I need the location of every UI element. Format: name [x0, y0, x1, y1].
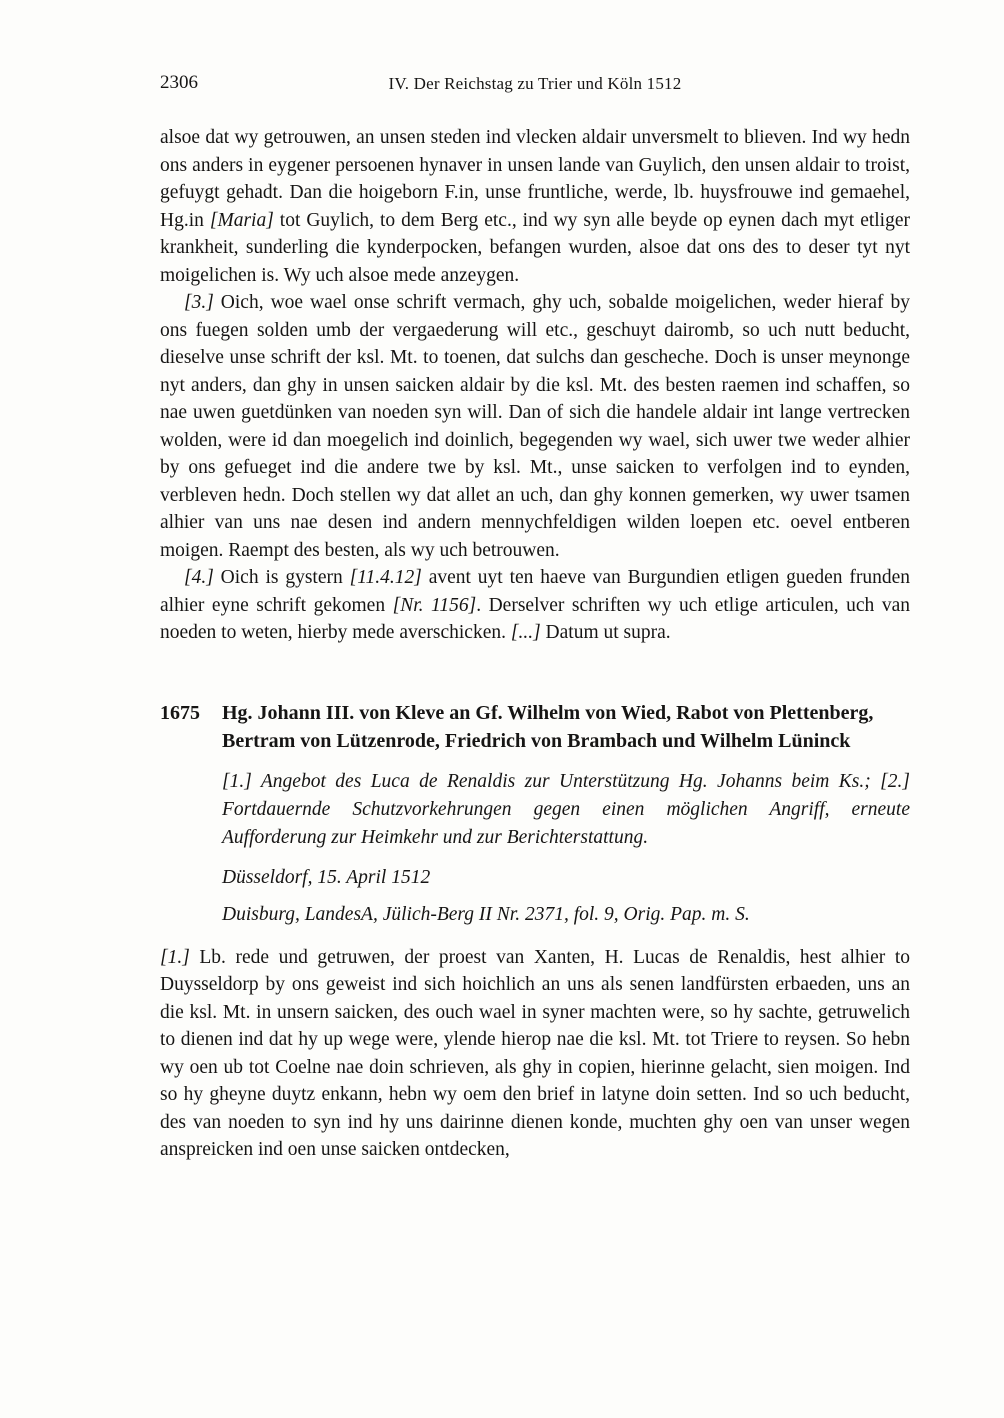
entry-source-line: Duisburg, LandesA, Jülich-Berg II Nr. 2371, fol. 9, Orig. Pap. m. S.: [222, 903, 750, 925]
page-number: 2306: [160, 72, 198, 93]
entry-summary: [1.] Angebot des Luca de Renaldis zur Unterstützung Hg. Johanns beim Ks.; [2.] Fortdauernde Schutzvorkehrungen gegen einen möglichen Angriff, erneute Aufforderung zur Heimkehr und zur Berichterstattung.: [222, 770, 910, 848]
paragraph-section-3: [3.] Oich, woe wael onse schrift vermach, ghy uch, sobalde moigelichen, weder hieraf by ons fuegen solden umb der vergaederung will etc., geschuyt dairomb, so uch nutt beducht, dieselve unse schrift der ksl. Mt. to toenen, dat sulchs dan gescheche. Doch is unser meynonge nyt anders, dan ghy in unsen saicken aldair by die ksl. Mt. des besten raemen ind schaffen, so nae uwen guetdünken van noeden syn will. Dan of sich die handele aldair int lange vertrecken wolden, were id dan moegelich ind doinlich, begegenden wy wael, sich uwer twe weder alhier by ons gefueget ind die andere twe by ksl. Mt., unse saicken to verfolgen ind to eynden, verbleven hedn. Doch stellen wy dat allet an uch, dan ghy konnen gemerken, wy uwer tsamen alhier van uns nae desen ind andern mennychfeldigen wilden loepen etc. oevel entberen moigen. Raempt des besten, als wy uch betrouwen.: [160, 292, 910, 561]
entry-body: [160, 944, 910, 1164]
entry-1675: [160, 699, 910, 1164]
entry-number: 1675: [160, 701, 200, 724]
entry-heading: [160, 699, 910, 755]
paragraph-section-4: [4.] Oich is gystern [11.4.12] avent uyt ten haeve van Burgundien etligen gueden frunden alhier eyne schrift gekomen [Nr. 1156]. Derselver schriften wy uch etlige articulen, uch van noeden to weten, hierby mede averschicken. [...] Datum ut supra.: [160, 567, 910, 643]
page-header: [160, 72, 910, 98]
entry-title: Hg. Johann III. von Kleve an Gf. Wilhelm von Wied, Rabot von Plettenberg, Bertram von Lützenrode, Friedrich von Brambach und Wilhelm Lüninck: [222, 701, 874, 752]
running-title: IV. Der Reichstag zu Trier und Köln 1512: [388, 74, 682, 93]
paragraph-continuation: alsoe dat wy getrouwen, an unsen steden ind vlecken aldair unversmelt to blieven. Ind wy hedn ons anders in eygener persoenen hynaver in unsen lande van Guylich, den unsen aldair to troist, gefuygt gehadt. Dan die hoigeborn F.in, unse fruntliche, werde, lb. huysfrouwe ind gemaehel, Hg.in [Maria] tot Guylich, to dem Berg etc., ind wy syn alle beyde op eynen dach myt etliger krankheit, sunderling die kynderpocken, befangen wurden, alsoe dat ons des to deser tyt nyt moigelichen is. Wy uch alsoe mede anzeygen.: [160, 127, 910, 286]
entry-date-line: Düsseldorf, 15. April 1512: [222, 866, 431, 888]
letter-continuation: [160, 124, 910, 647]
paragraph-entry-1: [1.] Lb. rede und getruwen, der proest van Xanten, H. Lucas de Renaldis, hest alhier to Duysseldorp by ons geweist ind sich hoichlich an uns als senen landfürsten erbaeden, uns an die ksl. Mt. in unsern saicken, des ouch wael in syner machten were, so hy sachte, getruwelich to dienen ind dat hy up wege were, ylende hierop nae die ksl. Mt. tot Triere to reysen. So hebn wy oen ub tot Coelne nae doin schrieven, als ghy in copien, hierinne gelacht, sien moigen. Ind so hy gheyne duytz enkann, hebn wy oem den brief in latyne doin setten. Ind so uch beducht, des van noeden to syn ind hy uns dairinne dienen konde, muchten ghy oen van unser wegen anspreicken ind oen unse saicken ontdecken,: [160, 946, 910, 1160]
